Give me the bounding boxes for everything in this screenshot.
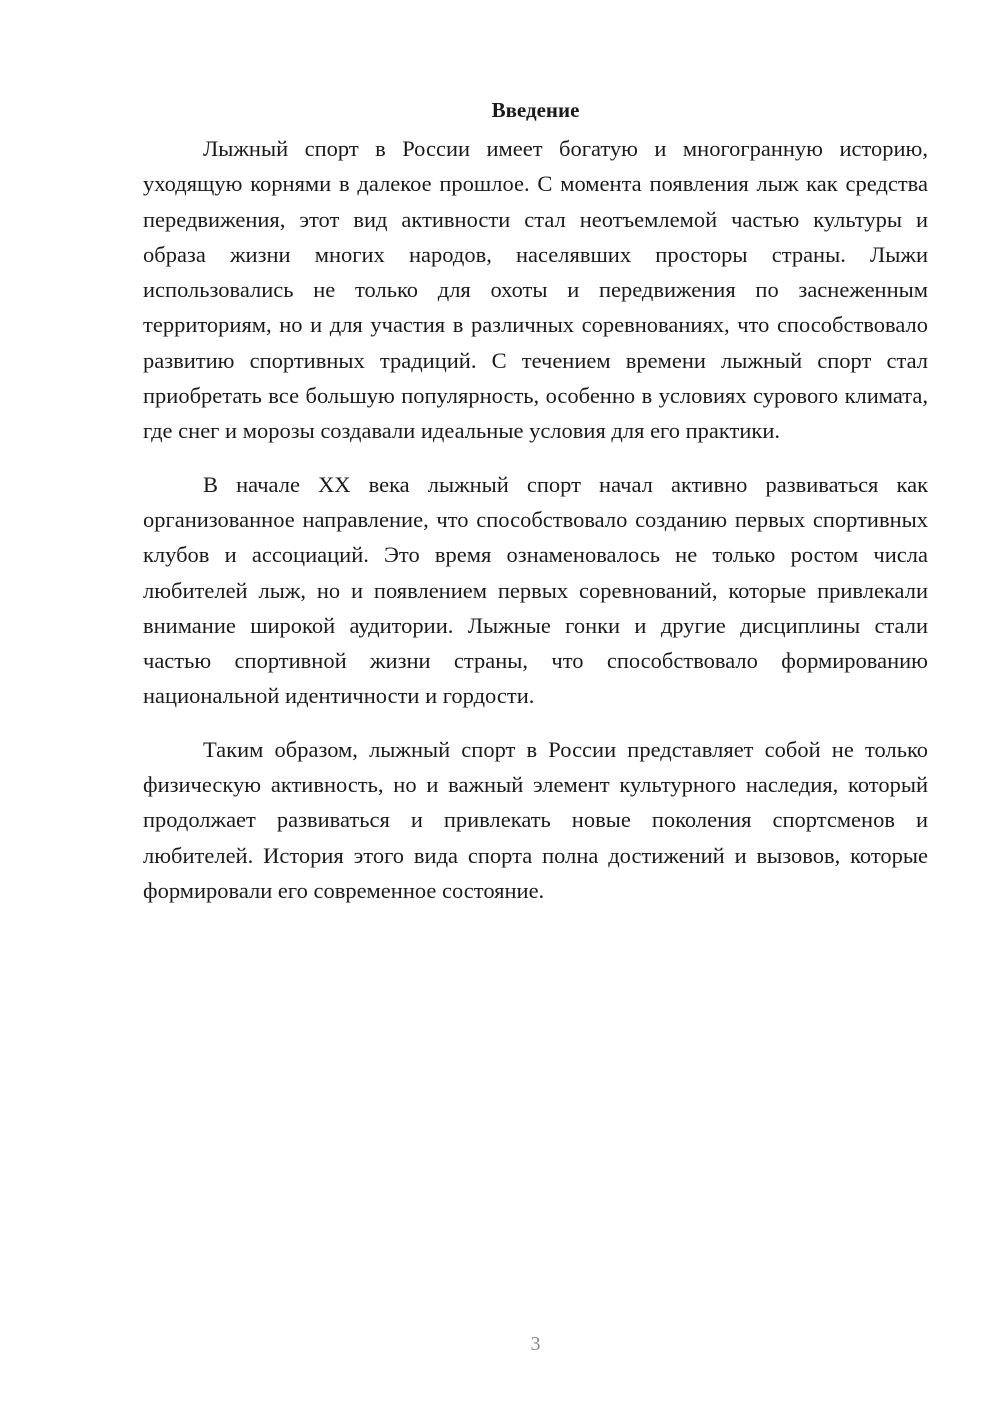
paragraph-history-origins: Лыжный спорт в России имеет богатую и многогранную историю, уходящую корнями в далекое прошлое. С момента появления лыж как средства передвижения, этот вид активности стал неотъемлемой частью культуры и образа жизни многих народов, населявших просторы страны. Лыжи использовались не только для охоты и передвижения по заснеженным территориям, но и для участия в различных соревнованиях, что способствовало развитию спортивных традиций. С течением времени лыжный спорт стал приобретать все большую популярность, особенно в условиях сурового климата, где снег и морозы создавали идеальные условия для его практики.: [143, 136, 928, 444]
paragraph-conclusion: Таким образом, лыжный спорт в России представляет собой не только физическую активность, но и важный элемент культурного наследия, который продолжает развиваться и привлекать новые поколения спортсменов и любителей. История этого вида спорта полна достижений и вызовов, которые формировали его современное состояние.: [143, 736, 928, 903]
page-number: 3: [530, 1333, 541, 1355]
page-content: [143, 92, 928, 926]
section-title: Введение: [491, 98, 580, 122]
paragraph-twentieth-century: В начале XX века лыжный спорт начал активно развиваться как организованное направление, что способствовало созданию первых спортивных клубов и ассоциаций. Это время ознаменовалось не только ростом числа любителей лыж, но и появлением первых соревнований, которые привлекали внимание широкой аудитории. Лыжные гонки и другие дисциплины стали частью спортивной жизни страны, что способствовало формированию национальной идентичности и гордости.: [143, 471, 928, 709]
